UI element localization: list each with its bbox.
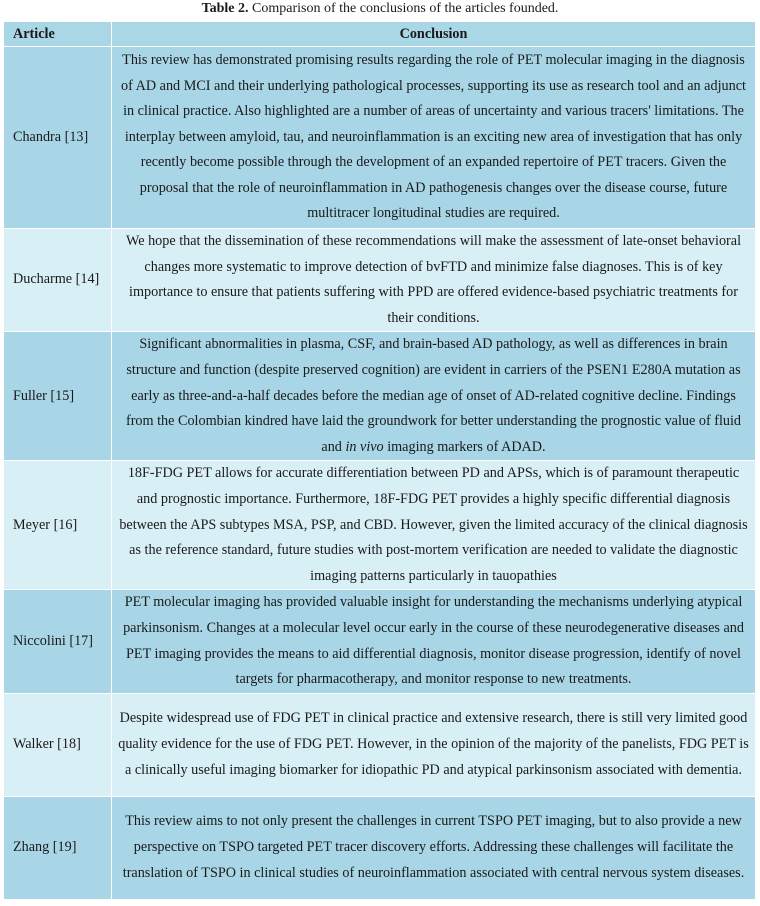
article-cell: Niccolini [17]	[4, 590, 112, 693]
table-row	[4, 693, 756, 796]
conclusion-cell: PET molecular imaging has provided valuable insight for understanding the mechanisms underlying atypical parkinsonism. Changes at a molecular level occur early in the course of these neurodegenerative diseases and PET imaging provides the means to aid differential diagnosis, monitor disease progression, identify of novel targets for pharmacotherapy, and monitor response to new treatments.	[112, 590, 756, 693]
table-row	[4, 590, 756, 693]
article-cell: Chandra [13]	[4, 47, 112, 229]
conclusion-cell: 18F-FDG PET allows for accurate differentiation between PD and APSs, which is of paramount therapeutic and prognostic importance. Furthermore, 18F-FDG PET provides a highly specific differential diagnosis between the APS subtypes MSA, PSP, and CBD. However, given the limited accuracy of the clinical diagnosis as the reference standard, future studies with post-mortem verification are needed to validate the diagnostic imaging patterns particularly in tauopathies	[112, 461, 756, 590]
conclusion-text: Significant abnormalities in plasma, CSF, and brain-based AD pathology, as well as differences in brain structure and function (despite preserved cognition) are evident in carriers of the PSEN1 E280A mutation as early as three-and-a-half decades before the median age of onset of AD-related cognitive decline. Findings from the Colombian kindred have laid the groundwork for better understanding the prognostic value of fluid and	[125, 336, 742, 455]
table-row	[4, 461, 756, 590]
conclusion-cell: We hope that the dissemination of these recommendations will make the assessment of late-onset behavioral changes more systematic to improve detection of bvFTD and minimize false diagnoses. This is of key importance to ensure that patients suffering with PPD are offered evidence-based psychiatric treatments for their conditions.	[112, 229, 756, 332]
caption-label: Table 2.	[201, 1, 249, 16]
conclusion-italic-text: in vivo	[345, 438, 384, 455]
conclusions-table	[3, 21, 756, 900]
conclusion-cell: This review aims to not only present the challenges in current TSPO PET imaging, but to also provide a new perspective on TSPO targeted PET tracer discovery efforts. Addressing these challenges will facilitate the translation of TSPO in clinical studies of neuroinflammation associated with central nervous system diseases.	[112, 796, 756, 899]
article-cell: Ducharme [14]	[4, 229, 112, 332]
table-caption	[0, 0, 760, 20]
conclusion-text-end: imaging markers of ADAD.	[383, 438, 546, 455]
table-row	[4, 47, 756, 229]
table-row	[4, 229, 756, 332]
table-row	[4, 332, 756, 461]
article-cell: Walker [18]	[4, 693, 112, 796]
conclusion-cell: Despite widespread use of FDG PET in clinical practice and extensive research, there is still very limited good quality evidence for the use of FDG PET. However, in the opinion of the majority of the panelists, FDG PET is a clinically useful imaging biomarker for idiopathic PD and atypical parkinsonism associated with dementia.	[112, 693, 756, 796]
header-row	[4, 22, 756, 47]
column-header-article: Article	[4, 22, 112, 47]
article-cell: Fuller [15]	[4, 332, 112, 461]
column-header-conclusion: Conclusion	[112, 22, 756, 47]
conclusion-cell	[112, 332, 756, 461]
article-cell: Zhang [19]	[4, 796, 112, 899]
article-cell: Meyer [16]	[4, 461, 112, 590]
caption-text: Comparison of the conclusions of the articles founded.	[248, 1, 559, 16]
conclusion-cell: This review has demonstrated promising results regarding the role of PET molecular imaging in the diagnosis of AD and MCI and their underlying pathological processes, supporting its use as research tool and an adjunct in clinical practice. Also highlighted are a number of areas of uncertainty and various tracers' limitations. The interplay between amyloid, tau, and neuroinflammation is an exciting new area of investigation that has only recently become possible through the development of an expanded repertoire of PET tracers. Given the proposal that the role of neuroinflammation in AD pathogenesis changes over the disease course, future multitracer longitudinal studies are required.	[112, 47, 756, 229]
table-row	[4, 796, 756, 899]
